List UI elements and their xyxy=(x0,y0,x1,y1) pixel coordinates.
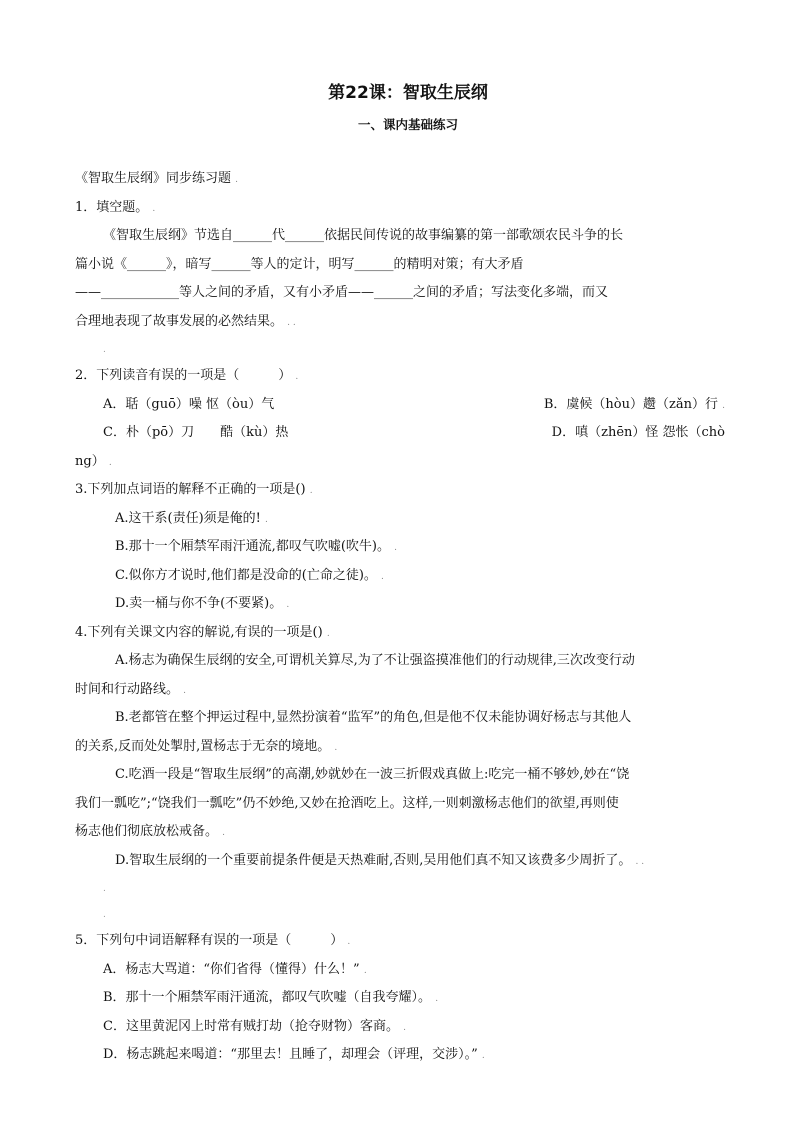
para-mark: . xyxy=(295,372,299,382)
q4-line-8: D.智取生辰纲的一个重要前提条件便是天热难耐,否则,吴用他们真不知又该费多少周折了。 . . xyxy=(115,852,645,868)
page-title: 第22课：智取生辰纲 xyxy=(328,83,488,103)
document-body xyxy=(75,165,725,1070)
q2-option-d-cont: ng） . xyxy=(75,453,112,469)
blank-para-mark: . xyxy=(103,884,106,894)
q2-option-d: D．嗔（zhēn）怪 怨怅（chò xyxy=(551,425,725,440)
q3-option-b: B.那十一个厢禁军雨汗通流,都叹气吹嘘(吹牛)。 . xyxy=(115,539,397,554)
q4-line-1: A.杨志为确保生辰纲的安全,可谓机关算尽,为了不让强盗摸准他们的行动规律,三次改变行动 xyxy=(115,653,635,668)
q4-line-7: 杨志他们彻底放松戒备。 . xyxy=(75,824,226,839)
q2-option-c: C．朴（pō）刀 酷（kù）热 xyxy=(103,425,289,440)
q5-option-d: D．杨志跳起来喝道：“那里去！且睡了，却理会（评理，交涉）。” . xyxy=(103,1047,485,1062)
q1-line-3: ——____________等人之间的矛盾，又有小矛盾——______之间的矛盾；写法变化多端，而又 xyxy=(75,285,609,300)
q3-stem: 3.下列加点词语的解释不正确的一项是() . xyxy=(75,482,313,497)
q5-stem: 5．下列句中词语解释有误的一项是（ ） . xyxy=(75,933,351,948)
q2-stem: 2．下列读音有误的一项是（ ） . xyxy=(75,368,299,383)
q3-option-a: A.这干系(责任)须是俺的! . xyxy=(115,510,268,526)
q4-stem: 4.下列有关课文内容的解说,有误的一项是() . xyxy=(75,624,330,640)
q1-line-1: 《智取生辰纲》节选自______代______依据民间传说的故事编纂的第一部歌颂农民斗争的长 xyxy=(103,228,624,243)
q5-option-b: B．那十一个厢禁军雨汗通流，都叹气吹嘘（自我夸耀）。 . xyxy=(103,990,439,1005)
blank-para-mark: . xyxy=(103,345,106,355)
q2-options-ab xyxy=(75,391,725,420)
para-mark: . xyxy=(152,203,156,214)
q2-options-cd xyxy=(75,419,725,448)
q4-line-6: 我们一瓢吃”;“饶我们一瓢吃”仍不妙绝,又妙在抢酒吃上。这样,一则刺激杨志他们的欲望,再则使 xyxy=(75,795,619,811)
q4-line-2: 时间和行动路线。 . xyxy=(75,681,187,697)
q4-line-3: B.老都管在整个押运过程中,显然扮演着“监军”的角色,但是他不仅未能协调好杨志与其他人 xyxy=(115,710,632,725)
q4-line-4: 的关系,反而处处掣肘,置杨志于无奈的境地。 . xyxy=(75,738,338,754)
intro-line: 《智取生辰纲》同步练习题 . xyxy=(75,171,239,186)
q1-line-4: 合理地表现了故事发展的必然结果。 . . xyxy=(75,313,296,329)
q5-option-c: C．这里黄泥冈上时常有贼打劫（抢夺财物）客商。 . xyxy=(103,1018,406,1034)
q2-option-a: A．聒（guō）噪 怄（òu）气 xyxy=(103,396,275,412)
q3-option-d: D.卖一桶与你不争(不要紧)。 . xyxy=(115,596,290,611)
q1-label: 1．填空题。 . xyxy=(75,199,156,215)
para-mark: . xyxy=(235,175,239,185)
q1-line-2: 篇小说《______》，暗写______等人的定计，明写______的精明对策；有大矛盾 xyxy=(75,256,524,272)
blank-para-mark: . xyxy=(103,910,106,920)
para-mark: . . xyxy=(287,317,296,328)
q4-line-5: C.吃酒一段是“智取生辰纲”的高潮,妙就妙在一波三折假戏真做上:吃完一桶不够妙,妙在“饶 xyxy=(115,767,630,782)
q3-option-c: C.似你方才说时,他们都是没命的(亡命之徒)。 . xyxy=(115,567,384,583)
q5-option-a: A．杨志大骂道：“你们省得（懂得）什么！” . xyxy=(103,961,367,977)
section-subtitle: 一、课内基础练习 xyxy=(357,117,458,132)
q2-option-b: B．虞候（hòu）趱（zǎn）行 . xyxy=(543,396,725,412)
